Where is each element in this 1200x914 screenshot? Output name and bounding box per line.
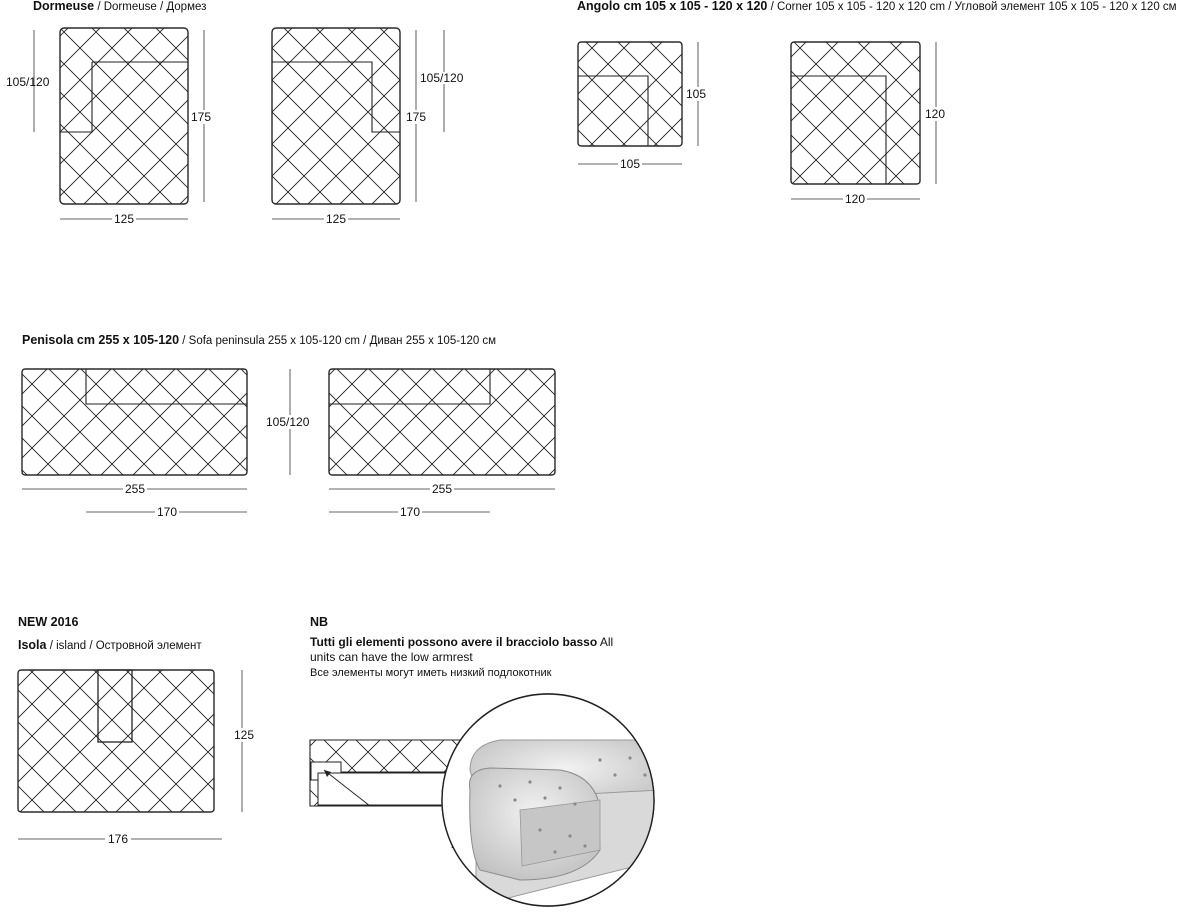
island-depth-dim: 125 (234, 728, 255, 742)
dormeuse-left-width-dim: 125 (114, 212, 135, 226)
corner-large-height-dim: 120 (925, 107, 946, 121)
island-plan (18, 670, 242, 839)
peninsula-left-seat-dim: 170 (157, 505, 178, 519)
peninsula-depth-dim: 105/120 (266, 415, 310, 429)
island-title-main: Isola (18, 638, 47, 652)
peninsula-title (22, 334, 496, 348)
corner-large-width-dim: 120 (845, 192, 866, 206)
dormeuse-title-main: Dormeuse (33, 0, 95, 13)
nb-note-italian: Tutti gli elementi possono avere il bracciolo basso (310, 635, 598, 649)
corner-title (577, 0, 1177, 14)
corner-plan-large (791, 42, 936, 199)
corner-plan-small (578, 42, 698, 164)
peninsula-title-main: Penisola cm 255 x 105-120 (22, 333, 180, 347)
armrest-detail-magnifier (440, 690, 660, 910)
peninsula-right-seat-dim: 170 (400, 505, 421, 519)
dormeuse-right-width-dim: 125 (326, 212, 347, 226)
island-width-dim: 176 (105, 833, 131, 845)
nb-note-english-2: units can have the low armrest (310, 650, 473, 664)
nb-heading: NB (310, 615, 329, 629)
peninsula-left-total-dim: 255 (125, 482, 146, 496)
corner-small-height-dim: 105 (686, 87, 707, 101)
dormeuse-title-sub: / Dormeuse / Дормез (94, 1, 207, 13)
dormeuse-right-depth-dim: 175 (406, 110, 427, 124)
island-title-sub: / island / Островной элемент (46, 640, 202, 652)
new-badge: NEW 2016 (18, 615, 79, 629)
dormeuse-left-seat-dim: 105/120 (6, 75, 50, 89)
peninsula-title-sub: / Sofa peninsula 255 x 105-120 cm / Диван 255 x 105-120 см (179, 335, 497, 347)
corner-title-main: Angolo cm 105 x 105 - 120 x 120 (577, 0, 768, 13)
corner-title-sub: / Corner 105 x 105 - 120 x 120 cm / Угловой элемент 105 x 105 - 120 x 120 см (767, 1, 1177, 13)
nb-note (310, 635, 613, 650)
dormeuse-right-seat-dim: 105/120 (420, 71, 464, 85)
dormeuse-title (33, 0, 206, 14)
dormeuse-plan-left (34, 28, 204, 219)
island-title (18, 639, 202, 653)
nb-note-russian: Все элементы могут иметь низкий подлокотник (310, 667, 552, 679)
peninsula-right-total-dim: 255 (432, 482, 453, 496)
nb-note-english-1: All (597, 635, 614, 649)
corner-small-width-dim: 105 (620, 157, 641, 171)
dormeuse-left-depth-dim: 175 (191, 110, 212, 124)
